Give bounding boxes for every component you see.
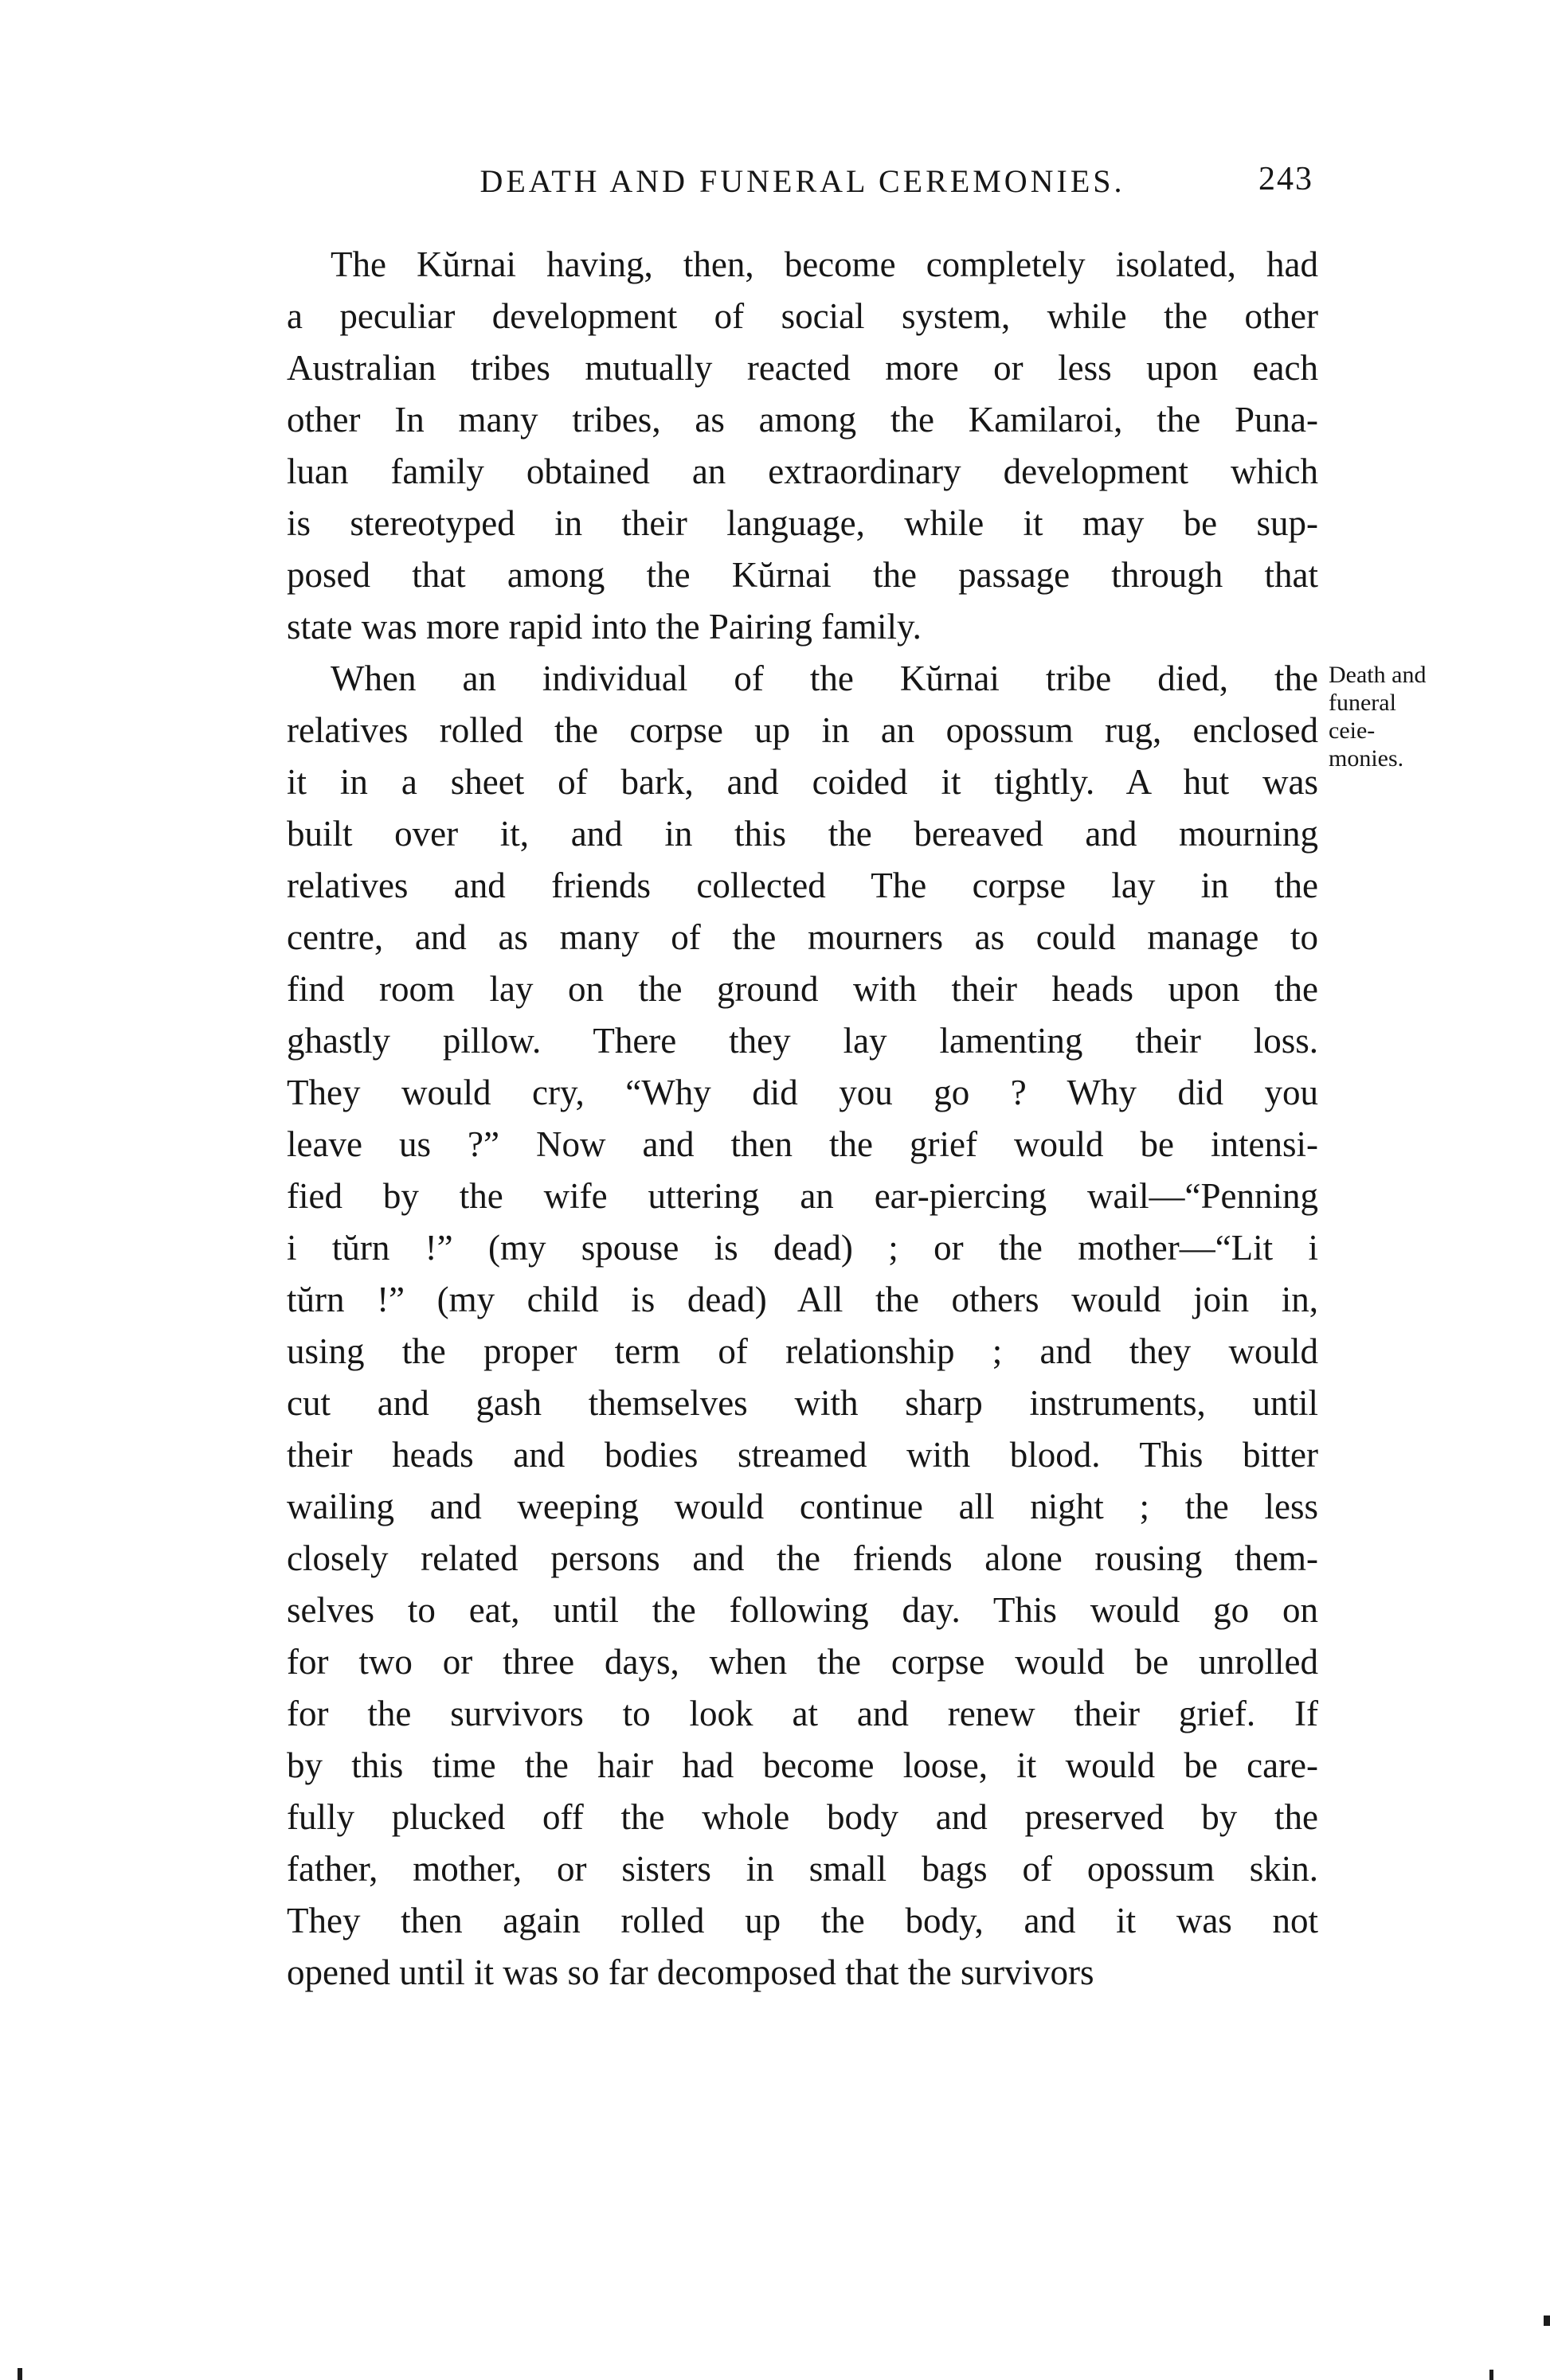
text-line: funeral: [1329, 690, 1396, 716]
text-line: state was more rapid into the Pairing family.: [287, 607, 922, 647]
text-line: i tŭrn !” (my spouse is dead) ; or the mother—“Lit i: [287, 1228, 1318, 1268]
text-line: monies.: [1329, 745, 1404, 772]
margin-note: [1329, 661, 1528, 772]
text-line: fied by the wife uttering an ear-piercing wail—“Penning: [287, 1176, 1318, 1216]
text-line: for the survivors to look at and renew their grief. If: [287, 1694, 1318, 1733]
text-line: other In many tribes, as among the Kamilaroi, the Puna-: [287, 400, 1318, 440]
text-line: wailing and weeping would continue all night ; the less: [287, 1487, 1318, 1526]
paragraph-2: [287, 653, 1318, 1999]
scan-artifact: [1544, 2316, 1550, 2326]
text-line: opened until it was so far decomposed that the survivors: [287, 1952, 1094, 1992]
paragraph-1: [287, 239, 1318, 653]
page-header: [287, 162, 1318, 206]
text-line: is stereotyped in their language, while it may be sup-: [287, 503, 1318, 543]
text-line: posed that among the Kŭrnai the passage through that: [287, 555, 1318, 595]
text-line: relatives and friends collected The corpse lay in the: [287, 866, 1318, 905]
text-line: built over it, and in this the bereaved and mourning: [287, 814, 1318, 854]
text-line: a peculiar development of social system, while the other: [287, 296, 1318, 336]
text-line: fully plucked off the whole body and preserved by the: [287, 1797, 1318, 1837]
text-line: ghastly pillow. There they lay lamenting their loss.: [287, 1021, 1318, 1061]
body-text: [287, 239, 1318, 1999]
text-line: for two or three days, when the corpse would be unrolled: [287, 1642, 1318, 1682]
text-line: closely related persons and the friends alone rousing them-: [287, 1538, 1318, 1578]
text-line: They then again rolled up the body, and it was not: [287, 1901, 1318, 1940]
text-line: Death and: [1329, 662, 1427, 688]
text-line: luan family obtained an extraordinary development which: [287, 451, 1318, 491]
text-line: cut and gash themselves with sharp instruments, until: [287, 1383, 1318, 1423]
text-line: find room lay on the ground with their heads upon the: [287, 969, 1318, 1009]
text-line: using the proper term of relationship ; and they would: [287, 1331, 1318, 1371]
page-number: 243: [1258, 161, 1313, 197]
text-line: When an individual of the Kŭrnai tribe died, the: [331, 659, 1318, 698]
text-line: leave us ?” Now and then the grief would be intensi-: [287, 1124, 1318, 1164]
text-line: by this time the hair had become loose, it would be care-: [287, 1745, 1318, 1785]
text-line: centre, and as many of the mourners as could manage to: [287, 917, 1318, 957]
text-line: tŭrn !” (my child is dead) All the others would join in,: [287, 1280, 1318, 1319]
text-line: The Kŭrnai having, then, become completely isolated, had: [331, 244, 1318, 284]
text-line: Australian tribes mutually reacted more or less upon each: [287, 348, 1318, 388]
scan-artifact: [1489, 2370, 1493, 2380]
scan-artifact: [18, 2368, 22, 2380]
text-line: it in a sheet of bark, and coided it tightly. A hut was: [287, 762, 1318, 802]
text-line: selves to eat, until the following day. This would go on: [287, 1590, 1318, 1630]
text-line: They would cry, “Why did you go ? Why did you: [287, 1073, 1318, 1112]
text-line: ceie-: [1329, 717, 1376, 744]
running-title: DEATH AND FUNERAL CEREMONIES.: [479, 163, 1125, 199]
text-line: father, mother, or sisters in small bags of opossum skin.: [287, 1849, 1318, 1889]
text-line: relatives rolled the corpse up in an opossum rug, enclosed: [287, 710, 1318, 750]
text-line: their heads and bodies streamed with blood. This bitter: [287, 1435, 1318, 1475]
